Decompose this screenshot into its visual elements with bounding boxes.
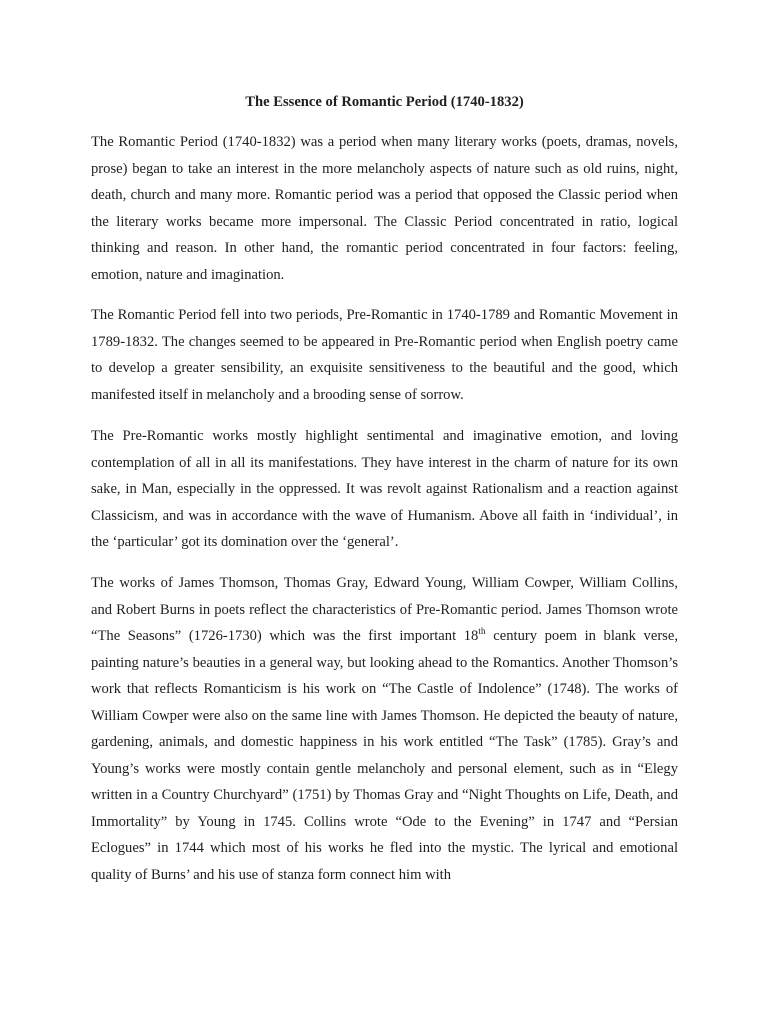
paragraph-two-periods: The Romantic Period fell into two periods, Pre-Romantic in 1740-1789 and Romantic Movement in 1789-1832. The changes seemed to be appeared in Pre-Romantic period when English poetry came to develop a greater sensibility, an exquisite sensitiveness to the beautiful and the good, which manifested itself in melancholy and a brooding sense of sorrow. bbox=[91, 307, 678, 403]
paragraph-text-before-superscript: The works of James Thomson, Thomas Gray, Edward Young, William Cowper, William Collins, and Robert Burns in poets reflect the characteristics of Pre-Romantic period. James Thomson wrote “The Seasons” (1726-1730) which was the first important 18 bbox=[91, 575, 678, 644]
paragraph-text-after-superscript: century poem in blank verse, painting nature’s beauties in a general way, but looking ahead to the Romantics. Another Thomson’s work that reflects Romanticism is his work on “The Castle of Indolence” (1748). The works of William Cowper were also on the same line with James Thomson. He depicted the beauty of nature, gardening, animals, and domestic happiness in his work entitled “The Task” (1785). Gray’s and Young’s works were mostly contain gentle melancholy and personal element, such as in “Elegy written in a Country Churchyard” (1751) by Thomas Gray and “Night Thoughts on Life, Death, and Immortality” by Young in 1745. Collins wrote “Ode to the Evening” in 1747 and “Persian Eclogues” in 1744 which most of his works he fled into the mystic. The lyrical and emotional quality of Burns’ and his use of stanza form connect him with bbox=[91, 628, 678, 883]
paragraph-pre-romantic-works: The Pre-Romantic works mostly highlight sentimental and imaginative emotion, and loving contemplation of all in all its manifestations. They have interest in the charm of nature for its own sake, in Man, especially in the oppressed. It was revolt against Rationalism and a reaction against Classicism, and was in accordance with the wave of Humanism. Above all faith in ‘individual’, in the ‘particular’ got its domination over the ‘general’. bbox=[91, 428, 678, 550]
ordinal-superscript: th bbox=[478, 627, 486, 638]
paragraph-pre-romantic-poets bbox=[91, 570, 678, 888]
document-title: The Essence of Romantic Period (1740-1832) bbox=[245, 94, 524, 110]
paragraph-romantic-period-intro: The Romantic Period (1740-1832) was a period when many literary works (poets, dramas, novels, prose) began to take an interest in the more melancholy aspects of nature such as old ruins, night, death, church and many more. Romantic period was a period that opposed the Classic period when the literary works became more impersonal. The Classic Period concentrated in ratio, logical thinking and reason. In other hand, the romantic period concentrated in four factors: feeling, emotion, nature and imagination. bbox=[91, 134, 678, 283]
